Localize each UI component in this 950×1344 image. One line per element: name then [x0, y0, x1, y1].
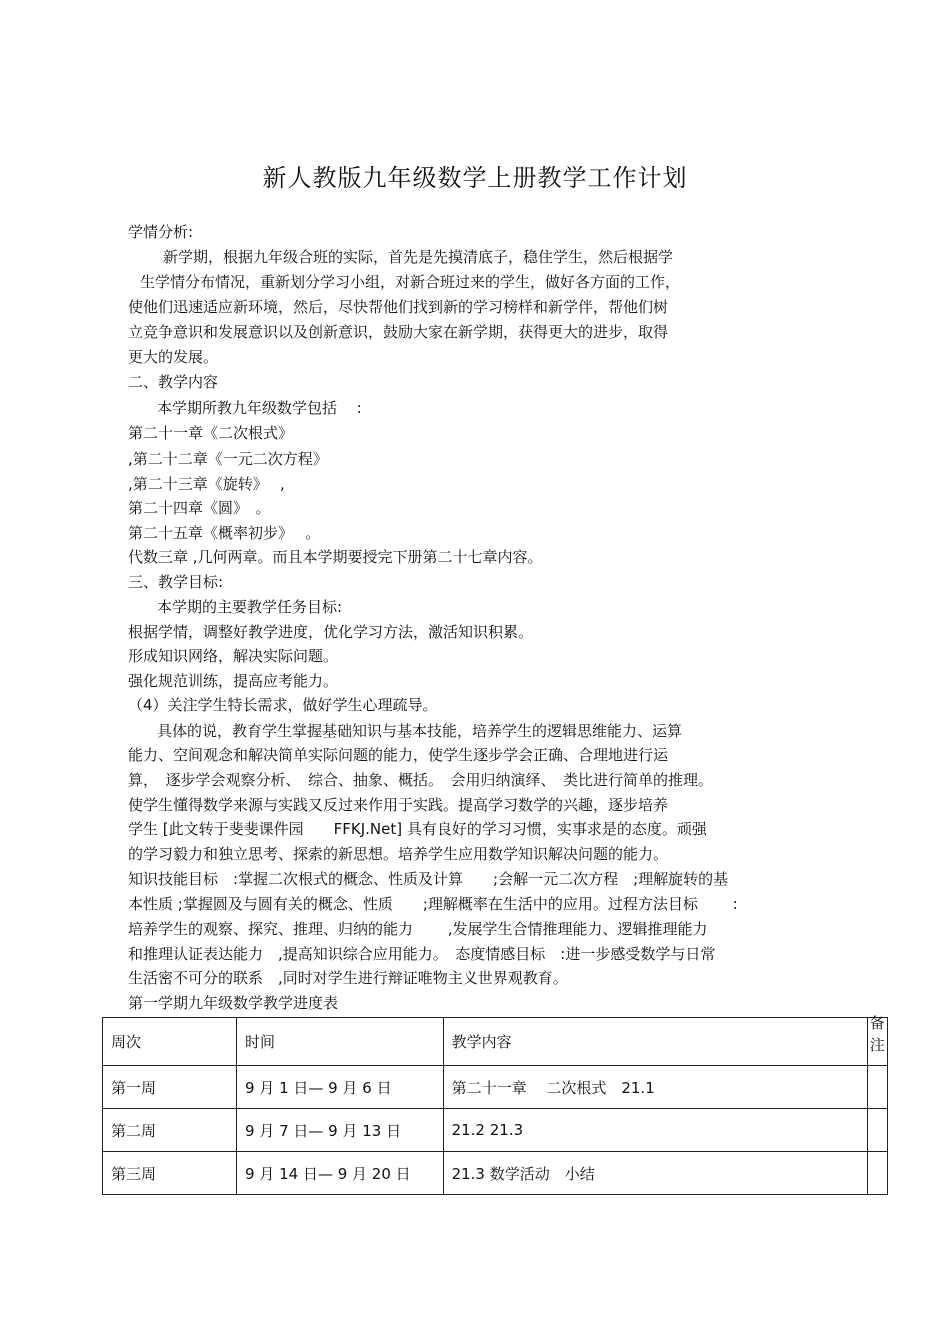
- cell-notes: [867, 1152, 887, 1195]
- text-line: 使他们迅速适应新环境，然后，尽快帮他们找到新的学习榜样和新学伴，帮他们树: [128, 298, 669, 316]
- table-header-row: [103, 1018, 888, 1066]
- header-week: 周次: [103, 1018, 237, 1066]
- text-line: 算， 逐步学会观察分析、 综合、抽象、概括。 会用归纳演绎、 类比进行简单的推理。: [128, 771, 714, 789]
- text-line: 学生 [此文转于斐斐课件园 FFKJ.Net] 具有良好的学习习惯，实事求是的态度。顽强: [128, 820, 707, 838]
- text-line: ,第二十三章《旋转》 ,: [128, 475, 285, 493]
- header-content: 教学内容: [443, 1018, 867, 1066]
- cell-content: 21.2 21.3: [443, 1109, 867, 1152]
- header-time: 时间: [237, 1018, 444, 1066]
- text-line: 本学期的主要教学任务目标:: [157, 598, 343, 616]
- text-line: 第二十一章《二次根式》: [128, 424, 294, 442]
- cell-week: 第三周: [103, 1152, 237, 1195]
- schedule-table: [102, 1013, 888, 1195]
- cell-notes: [867, 1066, 887, 1109]
- text-line: ,第二十二章《一元二次方程》: [128, 450, 328, 468]
- header-notes: 备注: [867, 1018, 887, 1066]
- section-heading: 三、教学目标:: [128, 573, 224, 591]
- table-caption: 第一学期九年级数学教学进度表: [128, 994, 339, 1012]
- text-line: 具体的说，教育学生掌握基础知识与基本技能，培养学生的逻辑思维能力、运算: [157, 722, 683, 740]
- text-line: 新学期，根据九年级合班的实际，首先是先摸清底子，稳住学生，然后根据学: [163, 248, 674, 266]
- text-line: 生活密不可分的联系 ,同时对学生进行辩证唯物主义世界观教育。: [128, 969, 568, 987]
- text-line: 知识技能目标 :掌握二次根式的概念、性质及计算 ;会解一元二次方程 ;理解旋转的基: [128, 870, 729, 888]
- text-line: 本性质 ;掌握圆及与圆有关的概念、性质 ;理解概率在生活中的应用。过程方法目标 :: [128, 895, 738, 913]
- table-row: [103, 1109, 888, 1152]
- cell-time: 9 月 1 日— 9 月 6 日: [237, 1066, 444, 1109]
- text-line: 能力、空间观念和解决简单实际问题的能力，使学生逐步学会正确、合理地进行运: [128, 746, 669, 764]
- text-line: 和推理认证表达能力 ,提高知识综合应用能力。 态度情感目标 :进一步感受数学与日常: [128, 945, 716, 963]
- text-line: 第二十五章《概率初步》 。: [128, 524, 321, 542]
- text-line: 培养学生的观察、探究、推理、归纳的能力 ,发展学生合情推理能力、逻辑推理能力: [128, 920, 708, 938]
- text-line: （4）关注学生特长需求，做好学生心理疏导。: [128, 696, 438, 714]
- cell-content: 21.3 数学活动 小结: [443, 1152, 867, 1195]
- text-line: 生学情分布情况，重新划分学习小组，对新合班过来的学生，做好各方面的工作，: [140, 273, 681, 291]
- cell-week: 第二周: [103, 1109, 237, 1152]
- text-line: 学情分析:: [128, 223, 194, 241]
- table-row: [103, 1152, 888, 1195]
- text-line: 第二十四章《圆》 。: [128, 499, 271, 517]
- text-line: 根据学情，调整好教学进度，优化学习方法，激活知识积累。: [128, 623, 534, 641]
- text-line: 使学生懂得数学来源与实践又反过来作用于实践。提高学习数学的兴趣，逐步培养: [128, 796, 669, 814]
- table-row: [103, 1066, 888, 1109]
- text-line: 本学期所教九年级数学包括 :: [157, 399, 362, 417]
- cell-week: 第一周: [103, 1066, 237, 1109]
- cell-notes: [867, 1109, 887, 1152]
- text-line: 代数三章 ,几何两章。而且本学期要授完下册第二十七章内容。: [128, 548, 543, 566]
- text-line: 形成知识网络，解决实际问题。: [128, 647, 339, 665]
- cell-time: 9 月 7 日— 9 月 13 日: [237, 1109, 444, 1152]
- text-line: 强化规范训练，提高应考能力。: [128, 672, 339, 690]
- page-title: 新人教版九年级数学上册教学工作计划: [262, 164, 688, 192]
- text-line: 更大的发展。: [128, 348, 219, 366]
- cell-content: 第二十一章 二次根式 21.1: [443, 1066, 867, 1109]
- section-heading: 二、教学内容: [128, 373, 219, 391]
- cell-time: 9 月 14 日— 9 月 20 日: [237, 1152, 444, 1195]
- text-line: 立竞争意识和发展意识以及创新意识，鼓励大家在新学期，获得更大的进步，取得: [128, 323, 669, 341]
- text-line: 的学习毅力和独立思考、探索的新思想。培养学生应用数学知识解决问题的能力。: [128, 845, 669, 863]
